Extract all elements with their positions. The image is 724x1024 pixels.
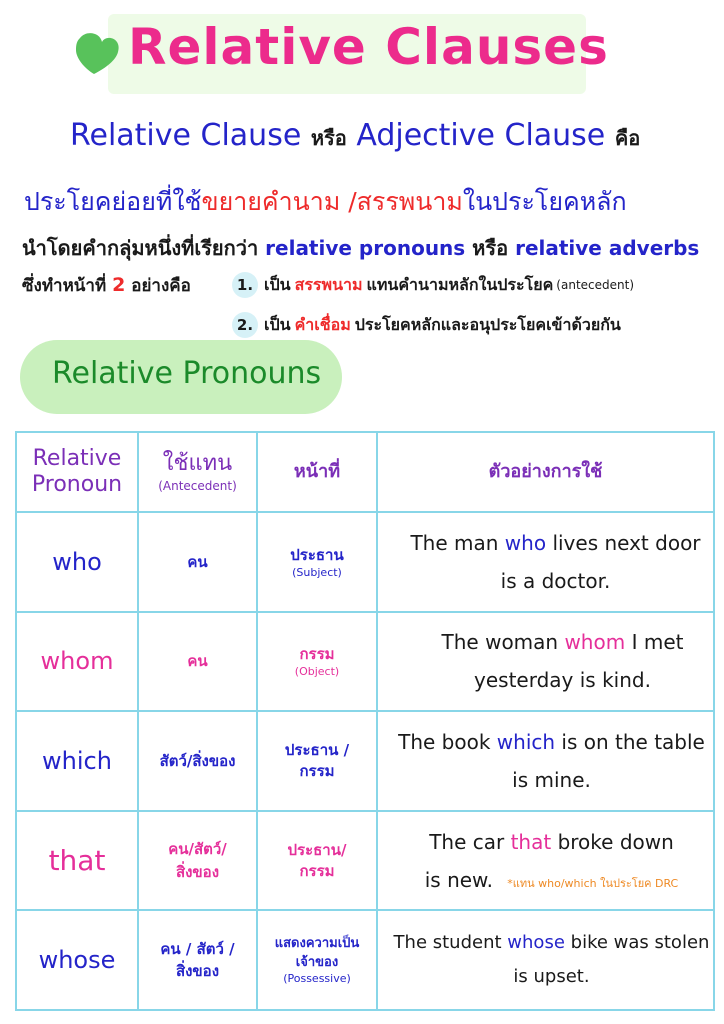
- pronoun-cell: [16, 811, 138, 911]
- example-keyword: which: [496, 729, 556, 754]
- example-keyword: who: [504, 530, 547, 555]
- example-note: *แทน who/which ในประโยค DRC: [507, 876, 679, 890]
- function-cell: ประธาน / กรรม: [257, 711, 377, 811]
- function-cell: ประธาน (Subject): [257, 512, 377, 612]
- header-example: ตัวอย่างการใช้: [377, 432, 714, 512]
- function-1-note: (antecedent): [556, 278, 634, 292]
- function-item-1: [232, 272, 634, 298]
- intro-or: หรือ: [310, 126, 347, 150]
- function-1-pre: เป็น: [264, 274, 291, 294]
- table-row: [16, 512, 714, 612]
- intro-line-3: [22, 232, 699, 264]
- antecedent-cell: คน: [138, 612, 257, 712]
- function-cell: ประธาน/ กรรม: [257, 811, 377, 911]
- pronoun-that: that: [48, 844, 106, 878]
- antecedent-cell: คน / สัตว์ / สิ่งของ: [138, 910, 257, 1010]
- pronoun-cell: [16, 910, 138, 1010]
- intro2-part3: ในประโยคหลัก: [462, 187, 627, 216]
- intro4-part2: อย่างคือ: [131, 276, 191, 296]
- function-2-pre: เป็น: [264, 314, 291, 334]
- intro4-part1: ซึ่งทำหน้าที่: [22, 276, 107, 296]
- table-row: [16, 811, 714, 911]
- pronoun-which: which: [42, 746, 112, 775]
- example-cell: The car that broke down is new. *แทน who/which ในประโยค DRC: [377, 811, 714, 911]
- example-cell: The book which is on the table is mine.: [377, 711, 714, 811]
- pronoun-cell: [16, 711, 138, 811]
- pronoun-who: who: [52, 547, 102, 576]
- intro2-part2: ขยายคำนาม /สรรพนาม: [201, 187, 463, 216]
- intro-line-4: [22, 272, 191, 299]
- function-2-key: คำเชื่อม: [294, 314, 351, 334]
- pronoun-whom: whom: [40, 647, 114, 676]
- example-keyword: whom: [564, 630, 626, 655]
- function-cell: แสดงความเป็น เจ้าของ (Possessive): [257, 910, 377, 1010]
- function-number-1: 1.: [232, 272, 258, 298]
- page-title: Relative Clauses: [128, 18, 609, 76]
- term-relative-adverbs: relative adverbs: [515, 236, 700, 260]
- term-relative-clause: Relative Clause: [70, 118, 302, 153]
- table-header-row: [16, 432, 714, 512]
- term-relative-pronouns: relative pronouns: [265, 236, 466, 260]
- antecedent-cell: คน/สัตว์/ สิ่งของ: [138, 811, 257, 911]
- antecedent-cell: คน: [138, 512, 257, 612]
- pronoun-whose: whose: [38, 946, 116, 975]
- table-row: [16, 711, 714, 811]
- intro2-part1: ประโยคย่อยที่ใช้: [24, 187, 202, 216]
- function-number-2: 2.: [232, 312, 258, 338]
- pronoun-cell: [16, 612, 138, 712]
- intro4-count: 2: [112, 274, 126, 296]
- term-adjective-clause: Adjective Clause: [356, 118, 606, 153]
- relative-pronouns-table: [15, 431, 715, 1011]
- pronoun-cell: [16, 512, 138, 612]
- green-heart-icon: [72, 28, 124, 80]
- example-keyword: whose: [507, 931, 565, 953]
- example-cell: The student whose bike was stolen is upset.: [377, 910, 714, 1010]
- function-cell: กรรม (Object): [257, 612, 377, 712]
- function-item-2: [232, 312, 621, 338]
- header-function: หน้าที่: [257, 432, 377, 512]
- intro3-or: หรือ: [472, 236, 509, 260]
- intro-line-1: [70, 118, 640, 154]
- header-antecedent: ใช้แทน (Antecedent): [138, 432, 257, 512]
- intro-line-2: [24, 182, 627, 222]
- example-cell: The woman whom I met yesterday is kind.: [377, 612, 714, 712]
- intro-is: คือ: [614, 126, 641, 150]
- function-1-key: สรรพนาม: [294, 274, 363, 294]
- function-1-post: แทนคำนามหลักในประโยค: [366, 274, 554, 294]
- table-row: [16, 910, 714, 1010]
- table-row: [16, 612, 714, 712]
- intro3-part1: นำโดยคำกลุ่มหนึ่งที่เรียกว่า: [22, 236, 259, 260]
- function-2-post: ประโยคหลักและอนุประโยคเข้าด้วยกัน: [354, 314, 621, 334]
- example-keyword: that: [510, 829, 552, 854]
- example-cell: The man who lives next door is a doctor.: [377, 512, 714, 612]
- antecedent-cell: สัตว์/สิ่งของ: [138, 711, 257, 811]
- section-title: Relative Pronouns: [52, 356, 322, 391]
- header-pronoun: Relative Pronoun: [16, 432, 138, 512]
